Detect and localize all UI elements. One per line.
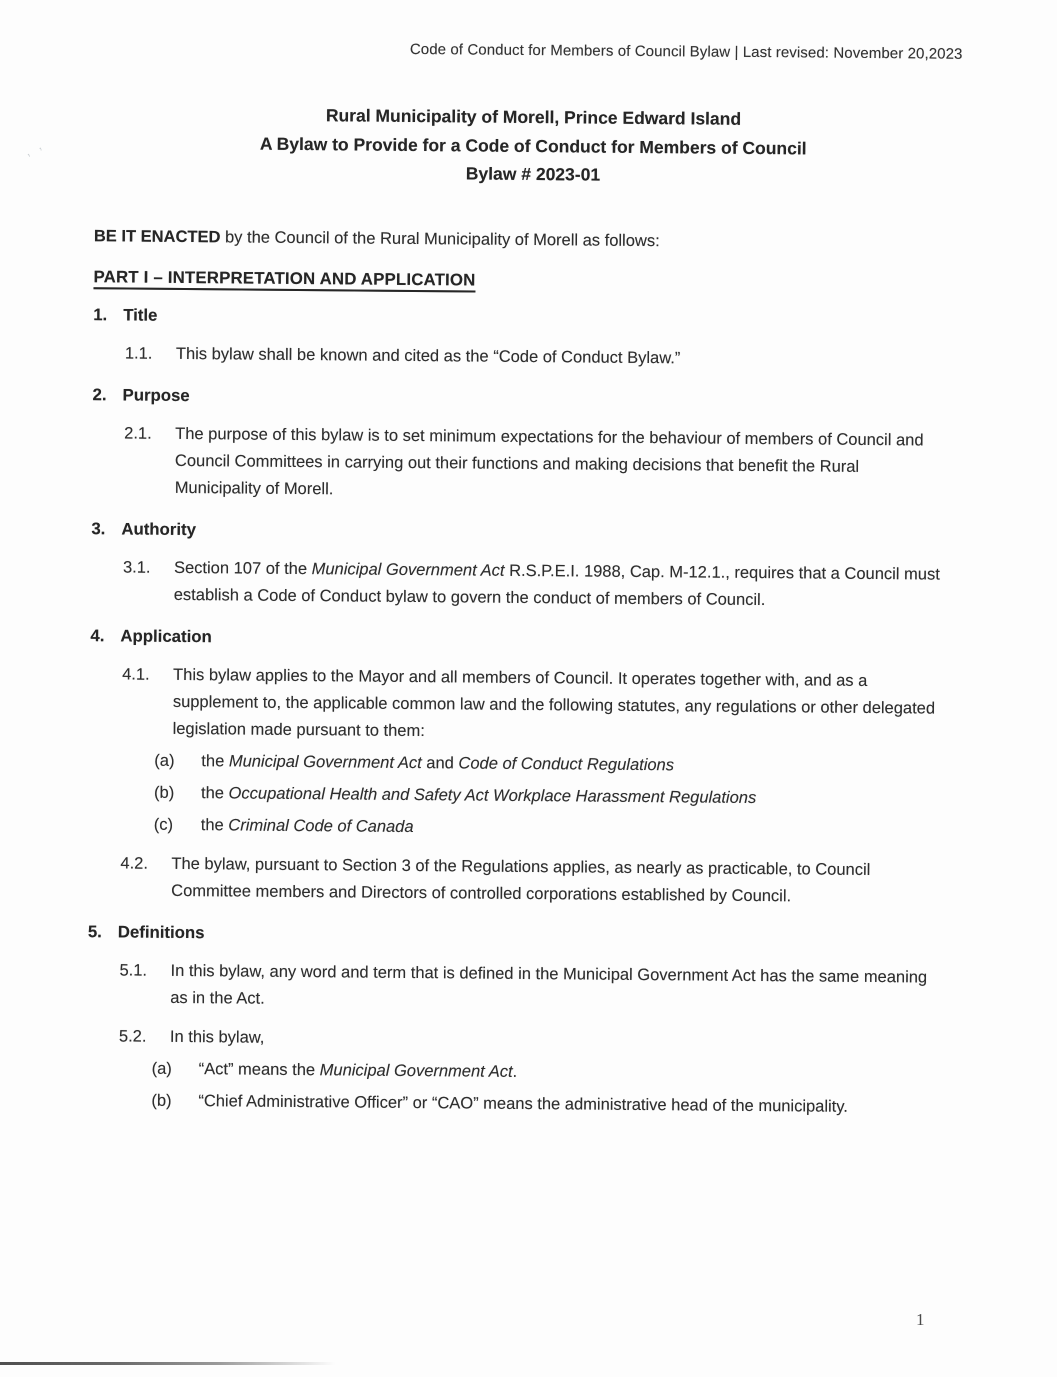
section-purpose bbox=[92, 381, 943, 508]
clause-text bbox=[170, 1023, 937, 1057]
italic-run: Criminal Code of Canada bbox=[228, 815, 414, 836]
section-heading bbox=[88, 918, 938, 952]
section-number: 1. bbox=[93, 304, 108, 324]
clause-number: 4.2. bbox=[120, 853, 149, 873]
text-run: This bylaw applies to the Mayor and all members of Council. It operates together with, and as a supplement to, the applicable common law and the following statutes, any regulations or other delegated legislation made pursuant to them: bbox=[172, 665, 936, 740]
subclause-text bbox=[201, 748, 939, 781]
italic-run: Municipal Government Act bbox=[319, 1060, 513, 1081]
subclause bbox=[87, 1055, 937, 1089]
text-run: R.S.P.E.I. 1988, Cap. M-12.1., requires that a Council must establish a Code of Conduct bylaw to govern the conduct of members of Council. bbox=[173, 561, 940, 609]
section-heading bbox=[91, 515, 941, 549]
section-definitions bbox=[86, 918, 938, 1121]
document-title-bylaw-name: A Bylaw to Provide for a Code of Conduct for Members of Council bbox=[259, 133, 807, 158]
clause-number: 5.1. bbox=[119, 960, 148, 980]
italic-run: Code of Conduct Regulations bbox=[458, 753, 675, 774]
enactment-clause bbox=[94, 223, 944, 257]
subclause-label: (b) bbox=[151, 1091, 172, 1110]
document-title-municipality: Rural Municipality of Morell, Prince Edward Island bbox=[325, 105, 742, 129]
clause-number: 2.1. bbox=[124, 423, 152, 443]
subclause bbox=[86, 1087, 936, 1121]
clause bbox=[92, 420, 943, 508]
text-run: the bbox=[201, 751, 229, 770]
section-number: 2. bbox=[92, 384, 107, 404]
section-title: Title bbox=[123, 304, 158, 325]
subclause-text bbox=[199, 1056, 937, 1089]
clause bbox=[87, 1023, 937, 1057]
text-run: . bbox=[512, 1062, 518, 1081]
subclause-label: (c) bbox=[153, 815, 174, 834]
clause-number: 4.1. bbox=[122, 664, 150, 684]
page-number: 1 bbox=[916, 1310, 925, 1329]
section-application bbox=[88, 622, 940, 911]
section-title: Application bbox=[120, 625, 212, 646]
clause-text bbox=[175, 420, 943, 508]
subclause bbox=[89, 779, 939, 813]
italic-run: Occupational Health and Safety Act Workplace Harassment Regulations bbox=[228, 783, 757, 807]
clause bbox=[90, 661, 941, 749]
document-body bbox=[0, 222, 1057, 1122]
scan-edge-artifact bbox=[0, 1362, 335, 1365]
page-header: Code of Conduct for Members of Council Bylaw | Last revised: November 20,2023 bbox=[409, 40, 963, 63]
clause-text bbox=[176, 340, 943, 374]
clause-text bbox=[170, 957, 937, 1018]
text-run: Section 107 of the bbox=[173, 558, 312, 578]
text-run: The purpose of this bylaw is to set minimum expectations for the behaviour of members of Council and Council Committees in carrying out their functions and making decisions that benefit the Rural Municipality of Morell. bbox=[174, 424, 924, 498]
section-number: 4. bbox=[90, 625, 105, 645]
subclause bbox=[89, 811, 939, 845]
text-run: The bylaw, pursuant to Section 3 of the Regulations applies, as nearly as practicable, to Council Committee members and Directors of controlled corporations established by Council. bbox=[171, 854, 871, 905]
italic-run: Municipal Government Act bbox=[228, 751, 422, 772]
section-authority bbox=[91, 515, 942, 615]
text-run: In this bylaw, bbox=[169, 1027, 265, 1047]
clause-text bbox=[171, 850, 938, 911]
clause bbox=[93, 340, 943, 374]
section-title bbox=[93, 301, 944, 374]
subclause-text bbox=[201, 812, 939, 845]
text-run: “Act” means the bbox=[198, 1059, 320, 1079]
subclause-label: (a) bbox=[154, 751, 175, 770]
clause-text bbox=[173, 661, 941, 749]
italic-run: Municipal Government Act bbox=[311, 559, 505, 580]
document-title-bylaw-number: Bylaw # 2023-01 bbox=[465, 163, 601, 185]
bold-run: BE IT ENACTED bbox=[93, 226, 221, 246]
text-run: In this bylaw, any word and term that is defined in the Municipal Government Act has the same meaning as in the Act. bbox=[170, 961, 928, 1008]
section-heading bbox=[93, 301, 943, 335]
subclause-text bbox=[201, 780, 939, 813]
clause bbox=[88, 850, 938, 911]
subclause-text bbox=[198, 1088, 936, 1121]
clause-number: 1.1. bbox=[124, 343, 153, 363]
subclause-label: (a) bbox=[151, 1059, 172, 1078]
title-block bbox=[4, 98, 1057, 193]
section-title: Purpose bbox=[122, 384, 190, 405]
section-number: 5. bbox=[87, 921, 102, 941]
text-run: the bbox=[201, 783, 229, 802]
clause bbox=[91, 554, 941, 615]
section-title: Definitions bbox=[117, 921, 205, 942]
section-title: Authority bbox=[121, 518, 197, 539]
text-run: the bbox=[200, 815, 229, 834]
text-run: “Chief Administrative Officer” or “CAO” means the administrative head of the municipality. bbox=[198, 1091, 849, 1116]
pencil-mark-artifact: , , bbox=[21, 136, 47, 159]
part-heading: PART I – INTERPRETATION AND APPLICATION bbox=[93, 266, 476, 290]
text-run: This bylaw shall be known and cited as the “Code of Conduct Bylaw.” bbox=[175, 344, 681, 367]
subclause bbox=[89, 747, 939, 781]
clause-text bbox=[174, 554, 941, 615]
clause-number: 3.1. bbox=[122, 557, 151, 577]
text-run: and bbox=[421, 753, 459, 772]
section-heading bbox=[92, 381, 942, 415]
text-run: by the Council of the Rural Municipality of Morell as follows: bbox=[220, 227, 660, 250]
clause-number: 5.2. bbox=[118, 1026, 147, 1046]
section-heading bbox=[90, 622, 940, 656]
sections-container bbox=[86, 301, 943, 1121]
subclause-label: (b) bbox=[154, 783, 175, 802]
section-number: 3. bbox=[91, 518, 106, 538]
clause bbox=[87, 957, 937, 1018]
